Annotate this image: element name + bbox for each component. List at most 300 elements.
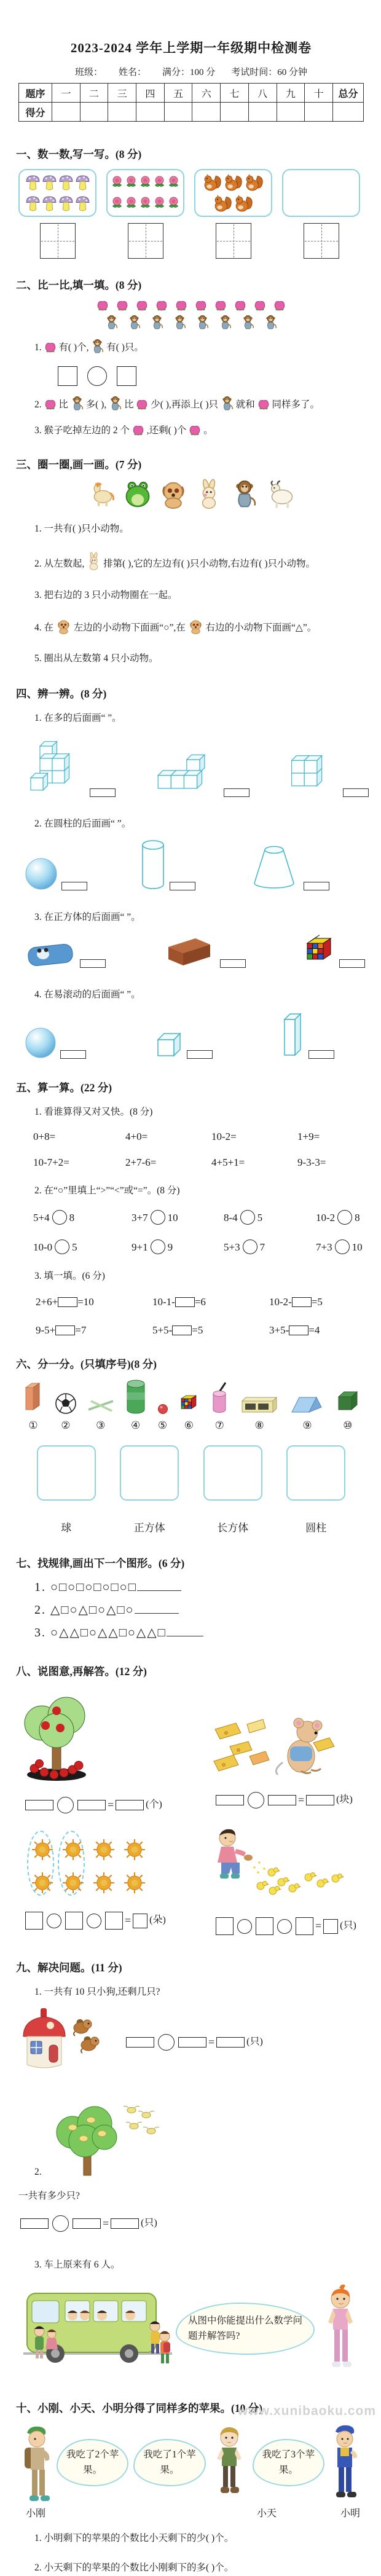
calc-item[interactable]: 4+5+1= — [211, 1156, 245, 1168]
q-number: 1. — [34, 342, 42, 353]
s9-question1: 1. 一共有 10 只小狗,还剩几只? — [34, 1987, 160, 1998]
animals-row — [18, 479, 364, 512]
monkey-icon — [71, 396, 84, 411]
peach-icon — [273, 300, 286, 312]
category-box-ball[interactable] — [37, 1445, 96, 1501]
category-label: 长方体 — [217, 1522, 249, 1534]
score-table-cell: 五 — [164, 84, 192, 103]
score-cell-empty — [277, 103, 305, 122]
score-cell-empty — [333, 103, 364, 122]
operator-circle[interactable] — [47, 1914, 61, 1928]
equation-template — [23, 1796, 209, 1813]
calc-item[interactable]: 10-2= — [211, 1130, 237, 1142]
compare-circle[interactable] — [151, 1239, 165, 1254]
exam-info-line — [18, 65, 364, 78]
section8-heading: 八、说图意,再解答。(12 分) — [16, 1665, 147, 1678]
bus-image — [18, 2280, 172, 2378]
tall-cuboid-object — [280, 1010, 334, 1059]
pattern-line-3 — [34, 1624, 364, 1643]
right-num: 10 — [352, 1241, 363, 1254]
pencil-box-icon — [240, 1394, 279, 1415]
horse-icon — [87, 479, 117, 509]
monkey-icon — [109, 399, 122, 410]
peach-icon — [96, 300, 109, 312]
fill-box[interactable] — [289, 1325, 308, 1335]
category-box-cube[interactable] — [120, 1445, 179, 1501]
fill-box[interactable] — [172, 1325, 192, 1335]
fill-item[interactable] — [152, 1296, 269, 1308]
s3-question1: 1. 一共有( )只小动物。 — [34, 523, 129, 534]
equals-sign: = — [208, 2035, 215, 2048]
equation-blank[interactable] — [77, 1800, 106, 1810]
item-soccer — [55, 1392, 77, 1432]
q-text: 排第( ),它的左边有( )只小动物,右边有( )只小动物。 — [103, 558, 315, 569]
peach-icon — [155, 300, 168, 312]
dog-icon — [56, 619, 71, 634]
score-table-cell: 三 — [108, 84, 136, 103]
squirrel-count-box — [194, 169, 272, 217]
pattern-text: 1. ○□○□○□○□○□ — [34, 1581, 137, 1595]
equation-blank[interactable] — [111, 2218, 139, 2229]
class-label: 班级： — [74, 68, 103, 77]
peach-icon — [132, 425, 144, 437]
flowers-cell — [18, 1820, 209, 1941]
cube-choice-row — [25, 932, 364, 968]
score-cell-empty — [305, 103, 333, 122]
green-cube-icon — [336, 1389, 360, 1415]
s5-q1-label: 1. 看谁算得又对又快。(8 分) — [34, 1106, 153, 1117]
cone-frustum-image — [248, 842, 300, 890]
unit-label: (只) — [340, 1920, 356, 1931]
xiaoming-image — [327, 2423, 364, 2503]
category-box-cuboid[interactable] — [203, 1445, 262, 1501]
pre-text: 10-2- — [269, 1296, 292, 1308]
section3-heading: 三、圈一圈,画一画。(7 分) — [16, 458, 142, 471]
classify-labels-row — [25, 1519, 358, 1534]
compare-circle[interactable] — [151, 1210, 165, 1225]
item-number: ⑤ — [157, 1420, 168, 1432]
rabbit-icon — [194, 479, 224, 512]
item-number: ② — [61, 1420, 71, 1432]
fill-item[interactable] — [36, 1324, 152, 1337]
answer-box[interactable] — [61, 882, 87, 890]
score-table-cell: 总分 — [333, 84, 364, 103]
q-text: 少( ),再添上( )只 — [151, 399, 219, 410]
fill-item[interactable] — [152, 1324, 269, 1337]
dog-icon — [159, 479, 188, 509]
s2-question3 — [34, 422, 364, 439]
unit-label: (只) — [246, 2036, 263, 2048]
equation-template-squares — [214, 1917, 363, 1935]
score-table-header-row — [19, 84, 364, 103]
item-blue-prism — [289, 1394, 325, 1432]
mushroom-icon — [42, 175, 57, 191]
cylinder-image — [140, 839, 166, 890]
category-box-cylinder[interactable] — [286, 1445, 345, 1501]
pre-text: 5+5- — [152, 1324, 173, 1337]
unit-label: (朵) — [149, 1915, 166, 1926]
answer-box[interactable] — [80, 959, 106, 968]
fill-item[interactable] — [269, 1324, 374, 1337]
count-box-column — [106, 169, 184, 259]
peach-icon — [254, 300, 266, 312]
fill-box[interactable] — [175, 1297, 195, 1307]
equation-blank[interactable] — [73, 2218, 101, 2229]
cylinder-choice-row — [25, 839, 364, 890]
boy-chicks-scene — [209, 1824, 363, 1907]
cube-stack-4L — [152, 743, 249, 797]
left-expr: 9+1 — [132, 1241, 148, 1254]
sunflower-icon — [62, 1839, 84, 1861]
score-table-score-row — [19, 103, 364, 122]
cube-stack-4S — [286, 743, 369, 797]
squirrel-icon — [245, 173, 264, 192]
answer-circle — [87, 366, 107, 386]
q-text: 同样多了。 — [272, 399, 320, 410]
cube-stacks-row — [25, 733, 364, 797]
compare-item[interactable] — [224, 1210, 316, 1225]
equation-blank[interactable] — [126, 2037, 154, 2048]
rubiks-cube-icon — [178, 1391, 199, 1415]
pen-holder-icon — [210, 1381, 229, 1415]
s2-question1 — [34, 339, 364, 356]
section5-heading: 五、算一算。(22 分) — [16, 1081, 112, 1094]
pencil-case-object — [25, 940, 106, 968]
s4-question2: 2. 在圆柱的后面画“ ”。 — [34, 819, 132, 830]
bus-scene-row — [18, 2280, 364, 2378]
goat-icon — [265, 479, 295, 512]
right-num: 8 — [69, 1212, 75, 1224]
s3-question3: 3. 把右边的 3 只小动物圈在一起。 — [34, 590, 178, 601]
equation-square[interactable] — [25, 1912, 43, 1930]
q-text: 多( ), — [85, 399, 107, 410]
answer-box[interactable] — [170, 882, 195, 890]
equation-square[interactable] — [216, 1917, 234, 1935]
sunflower-icon — [93, 1839, 115, 1861]
fill-item[interactable] — [36, 1296, 152, 1308]
goat-icon — [265, 479, 295, 509]
score-cell-empty — [164, 103, 192, 122]
cube-stack-4S-image — [286, 743, 339, 797]
compare-item[interactable] — [33, 1210, 132, 1225]
q-text: 就和 — [235, 399, 255, 410]
q-text: ,还剩( )个 — [146, 425, 187, 436]
equation-square-small[interactable] — [323, 1919, 338, 1934]
section7-heading: 七、找规律,画出下一个图形。(6 分) — [16, 1557, 185, 1570]
item-number: ⑩ — [343, 1420, 353, 1432]
monkey-icon — [105, 315, 118, 330]
tall-cuboid-image — [280, 1010, 305, 1059]
post-text: =7 — [75, 1324, 87, 1337]
score-table-cell: 六 — [192, 84, 221, 103]
sphere-image — [25, 857, 58, 890]
calc-item[interactable]: 1+9= — [297, 1130, 320, 1142]
q-text: 3. 猴子吃掉左边的 2 个 — [34, 425, 130, 436]
answer-box[interactable] — [304, 882, 329, 890]
s3-question4 — [34, 619, 364, 637]
equals-sign: = — [125, 1914, 132, 1927]
squirrel-icon — [224, 173, 243, 192]
cube-stack-6 — [25, 733, 116, 797]
equation-square[interactable] — [256, 1917, 273, 1935]
equation-blank[interactable] — [116, 1800, 144, 1810]
compare-item[interactable] — [132, 1239, 224, 1254]
apple-tree-image — [18, 1691, 101, 1783]
fill-grid — [36, 1296, 364, 1337]
answer-box[interactable] — [90, 788, 116, 797]
compare-circle[interactable] — [55, 1239, 69, 1254]
pattern-text: 3. ○△△□○△△□○△△□ — [34, 1626, 167, 1640]
item-number: ⑥ — [184, 1420, 194, 1432]
peach-icon — [136, 300, 148, 312]
answer-box[interactable] — [220, 959, 246, 968]
calc-item[interactable]: 9-3-3= — [297, 1156, 326, 1168]
sunflower-icon — [124, 1839, 146, 1861]
squirrel-icon — [203, 173, 222, 192]
q-text: 有( )只。 — [106, 342, 144, 353]
writing-grid — [304, 223, 339, 259]
compare-item[interactable] — [224, 1239, 316, 1254]
equation-blank[interactable] — [178, 2037, 206, 2048]
peach-icon — [189, 425, 201, 437]
operator-circle[interactable] — [52, 2215, 69, 2232]
pattern-answer-blank[interactable] — [167, 1628, 203, 1636]
monkey-row — [18, 315, 364, 330]
cheese-mouse-cell — [209, 1686, 363, 1820]
compare-item[interactable] — [132, 1210, 224, 1225]
monkey-icon — [128, 315, 141, 330]
equation-blank[interactable] — [216, 1795, 244, 1805]
monkey-icon — [230, 479, 259, 509]
answer-box[interactable] — [308, 1050, 334, 1059]
writing-grid — [216, 223, 251, 259]
sunflower-icon — [31, 1839, 53, 1861]
flowers-scene — [18, 1829, 147, 1902]
score-table-cell: 四 — [136, 84, 165, 103]
q-text: 左边的小动物下面画“○”,在 — [73, 622, 186, 634]
sunflower-icon — [31, 1872, 53, 1894]
girl-image — [318, 2283, 364, 2375]
equation-square[interactable] — [105, 1912, 123, 1930]
fill-box[interactable] — [55, 1325, 75, 1335]
tree-with-birds-image — [48, 2098, 189, 2178]
compare-item[interactable] — [316, 1210, 377, 1225]
dog-icon — [188, 622, 203, 633]
answer-box[interactable] — [343, 788, 369, 797]
pattern-text: 2. △□○△□○△□○ — [34, 1603, 135, 1617]
rose-icon — [139, 175, 152, 190]
frog-icon — [123, 479, 152, 509]
kid-name: 小刚 — [26, 2508, 46, 2519]
equation-blank[interactable] — [25, 1800, 53, 1810]
s2-question2 — [34, 396, 364, 414]
score-cell-empty — [108, 103, 136, 122]
rabbit-icon — [194, 479, 224, 509]
watermark: www.xunibaoku.com — [237, 2404, 376, 2418]
peach-icon — [234, 300, 246, 312]
answer-box[interactable] — [224, 788, 249, 797]
writing-grid — [40, 223, 76, 259]
sunflower-icon — [124, 1872, 146, 1894]
post-text: =5 — [192, 1324, 203, 1337]
q-text: 4. 在 — [34, 622, 54, 634]
monkey-icon — [242, 315, 254, 330]
unit-label: (块) — [336, 1794, 353, 1805]
fill-box[interactable] — [58, 1297, 77, 1307]
monkey-icon — [91, 339, 104, 354]
equation-template-squares — [23, 1912, 209, 1930]
pattern-answer-blank[interactable] — [137, 1582, 181, 1591]
q-text: 。 — [203, 425, 213, 436]
answer-box[interactable] — [187, 1050, 213, 1059]
calc-item[interactable]: 10-7+2= — [33, 1156, 69, 1168]
item-number: ⑨ — [302, 1420, 312, 1432]
compare-item[interactable] — [316, 1239, 377, 1254]
operator-circle[interactable] — [237, 1919, 252, 1934]
peach-icon — [136, 399, 148, 410]
pencil-case-image — [25, 940, 76, 968]
left-expr: 5+3 — [224, 1241, 240, 1254]
monkey-icon — [71, 399, 84, 410]
operator-circle[interactable] — [248, 1792, 264, 1808]
operator-circle[interactable] — [158, 2034, 175, 2051]
compare-item[interactable] — [33, 1239, 132, 1254]
mushroom-icon — [58, 195, 74, 212]
post-text: =5 — [311, 1296, 323, 1308]
peach-icon — [44, 399, 57, 411]
left-expr: 8-4 — [224, 1212, 238, 1224]
pre-text: 10-1- — [152, 1296, 175, 1308]
s10-question2: 2. 小天剩下的苹果的个数比小刚剩下的多( )个。 — [34, 2562, 234, 2573]
equation-square[interactable] — [296, 1917, 313, 1935]
equation-blank[interactable] — [20, 2218, 49, 2229]
score-table-cell: 题序 — [19, 84, 52, 103]
peach-icon — [195, 300, 207, 312]
compare-circle[interactable] — [240, 1210, 255, 1225]
answer-square — [117, 366, 136, 386]
xiaotian-image — [211, 2423, 248, 2503]
equation-blank[interactable] — [306, 1795, 334, 1805]
score-table-cell: 得分 — [19, 103, 52, 122]
flowers-grid — [27, 1833, 150, 1899]
name-label: 姓名： — [118, 68, 146, 77]
mushroom-icon — [75, 195, 90, 212]
compare-circle[interactable] — [52, 1210, 67, 1225]
chopsticks-icon — [87, 1396, 114, 1415]
score-cell-empty — [136, 103, 165, 122]
xiaogang-image — [18, 2423, 57, 2503]
sunflower-icon — [62, 1872, 84, 1894]
post-text: =4 — [308, 1324, 320, 1337]
pre-text: 2+6+ — [36, 1296, 58, 1308]
frog-icon — [123, 479, 152, 512]
monkey-icon — [230, 479, 259, 512]
section10-heading: 十、小刚、小天、小明分得了同样多的苹果。(10 分) — [16, 2401, 263, 2414]
kids-names-row — [18, 2505, 364, 2521]
tree-birds-row — [34, 2098, 364, 2178]
count-box-column — [18, 169, 96, 259]
rose-icon — [111, 175, 124, 190]
sphere-image — [25, 1027, 57, 1059]
item-red-ball — [157, 1404, 168, 1432]
equation-square[interactable] — [65, 1912, 83, 1930]
answer-box[interactable] — [339, 959, 365, 968]
monkey-icon — [196, 315, 209, 330]
rose-icon — [153, 175, 166, 190]
peach-icon — [44, 342, 57, 354]
brick-object — [162, 933, 246, 968]
small-cube-image — [154, 1029, 183, 1059]
score-table-cell: 八 — [248, 84, 277, 103]
item-pen-holder — [210, 1381, 229, 1432]
equation-blank[interactable] — [268, 1795, 296, 1805]
soccer-ball-icon — [55, 1392, 77, 1415]
s4-question1: 1. 在多的后面画“ ”。 — [34, 713, 122, 724]
apple-tree-cell — [18, 1686, 209, 1820]
speech-bubble-xiaoming: 我吃了3个苹果。 — [253, 2439, 324, 2487]
left-expr: 10-0 — [33, 1241, 53, 1254]
compare-circle[interactable] — [337, 1210, 352, 1225]
q-number: 2. — [34, 399, 42, 410]
score-table-cell: 十 — [305, 84, 333, 103]
right-num: 10 — [167, 1212, 178, 1224]
s5-q3-label: 3. 填一填。(6 分) — [34, 1271, 105, 1282]
fill-box[interactable] — [292, 1297, 312, 1307]
peach-icon — [132, 425, 144, 436]
cube-stack-6-image — [25, 733, 86, 797]
rose-icon — [139, 196, 152, 211]
rabbit-icon — [87, 552, 101, 570]
mushroom-icon — [75, 175, 90, 191]
blue-prism-icon — [289, 1394, 325, 1415]
right-num: 5 — [257, 1212, 263, 1224]
calc-item[interactable]: 0+8= — [33, 1130, 56, 1142]
pattern-answer-blank[interactable] — [135, 1605, 179, 1614]
equation-template — [18, 2215, 364, 2232]
peach-icon — [136, 399, 148, 411]
operator-circle[interactable] — [87, 1914, 101, 1928]
kid-name: 小明 — [340, 2508, 360, 2519]
q-text: 比 — [58, 399, 68, 410]
speech-bubble-xiaogang: 我吃了2个苹果。 — [57, 2439, 128, 2487]
calc-item[interactable]: 2+7-6= — [125, 1156, 157, 1168]
operator-circle[interactable] — [277, 1919, 292, 1934]
fill-item[interactable] — [269, 1296, 374, 1308]
brick-image — [162, 933, 216, 968]
left-expr: 10-2 — [316, 1212, 336, 1224]
cheese-mouse-image — [209, 1711, 350, 1778]
answer-box[interactable] — [60, 1050, 86, 1059]
cylinder-object — [140, 839, 195, 890]
peach-icon — [257, 399, 270, 410]
equation-square-small[interactable] — [133, 1914, 147, 1928]
compare-circle[interactable] — [335, 1239, 350, 1254]
q-text: 比 — [124, 399, 134, 410]
calc-item[interactable]: 4+0= — [125, 1130, 148, 1142]
equals-sign: = — [103, 2217, 109, 2229]
operator-circle[interactable] — [57, 1797, 74, 1813]
squirrel-icon — [234, 194, 254, 213]
right-num: 7 — [259, 1241, 265, 1254]
equation-blank[interactable] — [216, 2037, 245, 2048]
house-dogs-row — [18, 2007, 364, 2073]
s5-q2-label: 2. 在“○”里填上“>”“<”或“=”。(8 分) — [34, 1185, 180, 1196]
rubiks-cube-image — [302, 932, 336, 968]
monkey-icon — [221, 396, 234, 411]
monkey-icon — [221, 399, 234, 410]
compare-circle[interactable] — [243, 1239, 257, 1254]
full-score-label: 满分：100 分 — [162, 68, 216, 77]
